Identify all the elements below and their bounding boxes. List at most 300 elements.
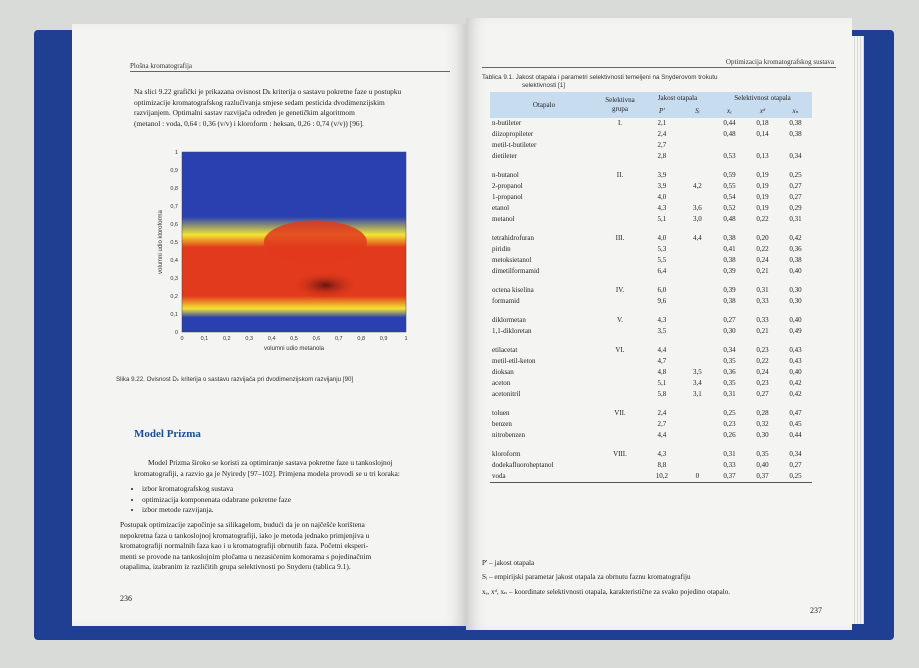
header-group: Selektivna grupa (598, 92, 642, 118)
solvent-name-cell: n-butileter (492, 119, 522, 127)
group-cell: II. (616, 171, 624, 179)
xd-cell: 0,23 (756, 346, 769, 354)
spacer-cell (490, 400, 598, 408)
xn-cell: 0,43 (789, 357, 802, 365)
xe-cell: 0,25 (723, 409, 736, 417)
x-tick-label: 0,9 (379, 336, 388, 342)
xd-cell: 0,22 (756, 357, 769, 365)
group-cell (598, 140, 642, 151)
xd-cell: 0,31 (756, 286, 769, 294)
model-paragraph (134, 458, 454, 479)
xd-cell: 0,40 (756, 461, 769, 469)
xe-cell: 0,41 (723, 245, 736, 253)
s-cell (682, 285, 713, 296)
group-cell (598, 419, 642, 430)
closing-line: Postupak optimizacije započinje sa silikagelom, budući da je on najčešće korištena (120, 520, 365, 529)
group-cell (598, 129, 642, 140)
solvent-name-cell: aceton (492, 379, 511, 387)
group-spacer (490, 225, 812, 233)
p-cell: 2,7 (657, 420, 667, 428)
p-cell: 4,0 (657, 193, 667, 201)
p-cell: 4,0 (657, 234, 667, 242)
xe-cell: 0,55 (723, 182, 736, 190)
s-cell (682, 170, 713, 181)
y-tick-label: 0,5 (170, 240, 178, 246)
xd-cell: 0,24 (756, 256, 769, 264)
s-cell (682, 449, 713, 460)
xd-cell: 0,21 (756, 267, 769, 275)
table-row (490, 460, 812, 471)
xe-cell: 0,59 (723, 171, 736, 179)
xn-cell: 0,30 (789, 286, 802, 294)
xe-cell: 0,30 (723, 327, 736, 335)
group-spacer (490, 337, 812, 345)
p-cell: 6,4 (657, 267, 667, 275)
xd-cell: 0,28 (756, 409, 769, 417)
y-tick-label: 0,9 (170, 168, 178, 174)
s-cell: 3,1 (693, 390, 702, 398)
xn-cell: 0,38 (789, 256, 802, 264)
group-cell (598, 151, 642, 162)
header-s: Sᵢ (682, 105, 713, 118)
solvent-name-cell: formamid (492, 297, 520, 305)
xd-cell (746, 140, 779, 151)
group-cell (598, 326, 642, 337)
group-spacer (490, 441, 812, 449)
solvent-table (490, 92, 812, 483)
group-cell (598, 181, 642, 192)
group-cell (598, 203, 642, 214)
header-strength: Jakost otapala (642, 92, 713, 105)
p-cell: 6,0 (657, 286, 667, 294)
intro-paragraph (134, 87, 454, 129)
xn-cell: 0,36 (789, 245, 802, 253)
spacer-cell (598, 337, 642, 345)
table-row (490, 367, 812, 378)
spacer-cell (779, 307, 812, 315)
table-row (490, 430, 812, 441)
xe-cell: 0,48 (723, 130, 736, 138)
group-cell (598, 266, 642, 277)
xn-cell: 0,49 (789, 327, 802, 335)
spacer-cell (682, 162, 713, 170)
group-cell: VII. (614, 409, 626, 417)
xe-cell: 0,38 (723, 256, 736, 264)
s-cell (682, 140, 713, 151)
group-cell (598, 356, 642, 367)
xe-cell: 0,52 (723, 204, 736, 212)
p-cell: 8,8 (657, 461, 667, 469)
s-cell (682, 326, 713, 337)
y-axis-label: volumni udio kloroforma (158, 210, 164, 274)
step-list (130, 484, 291, 516)
intro-line: razvijanjem. Optimalni sastav razvijača određen je genetičkim algoritmom (134, 108, 355, 118)
xn-cell: 0,31 (789, 215, 802, 223)
spacer-cell (682, 400, 713, 408)
xd-cell: 0,19 (756, 204, 769, 212)
s-cell (682, 460, 713, 471)
y-tick-label: 0,1 (170, 312, 178, 318)
xd-cell: 0,22 (756, 245, 769, 253)
spacer-cell (746, 400, 779, 408)
section-title: Model Prizma (134, 428, 201, 440)
closing-paragraph (120, 520, 454, 573)
xn-cell: 0,34 (789, 152, 802, 160)
xn-cell: 0,47 (789, 409, 802, 417)
spacer-cell (779, 225, 812, 233)
page-edges (852, 36, 864, 624)
xn-cell: 0,40 (789, 368, 802, 376)
xn-cell: 0,27 (789, 193, 802, 201)
xn-cell: 0,42 (789, 234, 802, 242)
x-tick-label: 0 (180, 336, 184, 342)
table-row (490, 244, 812, 255)
closing-line: kromatografiji normalnih faza kao i u kromatografiji obrnutih faza. Početni eksperi- (120, 541, 369, 551)
group-cell (598, 255, 642, 266)
x-tick-label: 0,5 (290, 336, 298, 342)
xn-cell: 0,25 (789, 171, 802, 179)
solvent-name-cell: 2-propanol (492, 182, 523, 190)
xd-cell: 0,27 (756, 390, 769, 398)
spacer-cell (746, 225, 779, 233)
xd-cell: 0,21 (756, 327, 769, 335)
table-row (490, 118, 812, 129)
s-cell (682, 408, 713, 419)
solvent-name-cell: toluen (492, 409, 510, 417)
spacer-cell (642, 225, 682, 233)
table-row (490, 140, 812, 151)
spacer-cell (746, 162, 779, 170)
heatmap-chart (152, 144, 422, 369)
spacer-cell (598, 307, 642, 315)
footnote: Sᵢ – empirijski parametar jakost otapala za obrnutu faznu kromatografiju (482, 573, 691, 581)
table-caption (482, 74, 812, 90)
table-row (490, 449, 812, 460)
header-rule (482, 67, 836, 68)
spacer-cell (779, 441, 812, 449)
xe-cell: 0,36 (723, 368, 736, 376)
right-page (466, 18, 852, 630)
s-cell (682, 430, 713, 441)
s-cell (682, 129, 713, 140)
xn-cell (779, 140, 812, 151)
xe-cell (713, 140, 746, 151)
group-spacer (490, 277, 812, 285)
s-cell: 3,5 (693, 368, 702, 376)
group-spacer (490, 307, 812, 315)
spacer-cell (746, 277, 779, 285)
group-cell (598, 378, 642, 389)
xn-cell: 0,44 (789, 431, 802, 439)
group-spacer (490, 162, 812, 170)
x-tick-label: 0,8 (357, 336, 366, 342)
xe-cell: 0,38 (723, 234, 736, 242)
header-xd: xᵈ (746, 105, 779, 118)
solvent-name-cell: kloroform (492, 450, 521, 458)
xd-cell: 0,19 (756, 182, 769, 190)
y-tick-label: 0,3 (170, 276, 178, 282)
xn-cell: 0,25 (789, 472, 802, 480)
xe-cell: 0,39 (723, 267, 736, 275)
table-row (490, 408, 812, 419)
closing-line: otapalima, izabranim iz različitih grupa selektivnosti po Snyderu (tablica 9.1). (120, 562, 351, 572)
spacer-cell (642, 337, 682, 345)
xd-cell: 0,24 (756, 368, 769, 376)
spacer-cell (642, 162, 682, 170)
spacer-cell (598, 225, 642, 233)
xe-cell: 0,27 (723, 316, 736, 324)
spacer-cell (779, 337, 812, 345)
x-tick-label: 0,7 (334, 336, 343, 342)
spacer-cell (779, 162, 812, 170)
spacer-cell (642, 441, 682, 449)
x-tick-label: 0,1 (200, 336, 209, 342)
group-cell: VIII. (613, 450, 627, 458)
xn-cell: 0,45 (789, 420, 802, 428)
spacer-cell (713, 307, 746, 315)
header-p: P' (642, 105, 682, 118)
x-tick-label: 1 (404, 336, 408, 342)
xd-cell: 0,13 (756, 152, 769, 160)
solvent-name-cell: metil-t-butileter (492, 141, 537, 149)
xe-cell: 0,23 (723, 420, 736, 428)
xn-cell: 0,38 (789, 119, 802, 127)
solvent-name-cell: metoksietanol (492, 256, 532, 264)
spacer-cell (490, 162, 598, 170)
group-cell (598, 430, 642, 441)
xd-cell: 0,35 (756, 450, 769, 458)
s-cell (682, 192, 713, 203)
footnote: xₑ, xᵈ, xₙ – koordinate selektivnosti otapala, karakteristične za svako pojedino otapalo. (482, 588, 731, 596)
p-cell: 2,7 (657, 141, 667, 149)
group-cell: IV. (615, 286, 625, 294)
y-tick-label: 0,6 (170, 222, 178, 228)
list-item: • izbor kromatografskog sustava (142, 484, 291, 495)
spacer-cell (746, 307, 779, 315)
s-cell: 4,2 (693, 182, 702, 190)
p-cell: 5,5 (657, 256, 667, 264)
x-tick-label: 0,3 (245, 336, 254, 342)
y-tick-label: 1 (174, 150, 178, 156)
xd-cell: 0,37 (756, 472, 769, 480)
solvent-name-cell: diizopropileter (492, 130, 534, 138)
group-cell (598, 214, 642, 225)
s-cell (682, 266, 713, 277)
solvent-name-cell: metil-etil-keton (492, 357, 536, 365)
spacer-cell (682, 277, 713, 285)
s-cell: 3,6 (693, 204, 702, 212)
solvent-name-cell: tetrahidrofuran (492, 234, 534, 242)
table-row (490, 345, 812, 356)
p-cell: 4,3 (657, 316, 667, 324)
s-cell (682, 315, 713, 326)
xd-cell: 0,19 (756, 171, 769, 179)
spacer-cell (642, 400, 682, 408)
xe-cell: 0,37 (723, 472, 736, 480)
solvent-name-cell: dodekafluoroheptanol (492, 461, 554, 469)
heatmap-hump (264, 220, 367, 263)
spacer-cell (490, 441, 598, 449)
spacer-cell (598, 277, 642, 285)
p-cell: 4,7 (657, 357, 667, 365)
solvent-name-cell: benzen (492, 420, 512, 428)
group-cell (598, 296, 642, 307)
xe-cell: 0,53 (723, 152, 736, 160)
spacer-cell (746, 337, 779, 345)
list-item: • izbor metode razvijanja. (142, 505, 291, 516)
spacer-cell (598, 400, 642, 408)
xe-cell: 0,54 (723, 193, 736, 201)
spacer-cell (642, 277, 682, 285)
xn-cell: 0,42 (789, 379, 802, 387)
table-row (490, 266, 812, 277)
closing-line: nepokretna faza u tankoslojnoj kromatografiji, iako je metoda jednako primjenjiva u (120, 530, 370, 540)
table-row (490, 170, 812, 181)
p-cell: 4,3 (657, 450, 667, 458)
x-axis-label: volumni udio metanola (263, 346, 325, 352)
figure-caption: Slika 9.22. Ovisnost Dₖ kriterija o sastavu razvijača pri dvodimenzijskom razvijanju [90] (116, 376, 354, 383)
p-cell: 9,6 (657, 297, 667, 305)
p-cell: 3,5 (657, 327, 667, 335)
table-row (490, 419, 812, 430)
xn-cell: 0,40 (789, 267, 802, 275)
solvent-name-cell: piridin (492, 245, 511, 253)
solvent-name-cell: n-butanol (492, 171, 519, 179)
xe-cell: 0,31 (723, 450, 736, 458)
table-caption-line: Tablica 9.1. Jakost otapala i parametri selektivnosti temeljeni na Snyderovom trokutu (482, 74, 718, 81)
xe-cell: 0,26 (723, 431, 736, 439)
solvent-name-cell: 1,1-dikloretan (492, 327, 532, 335)
xe-cell: 0,33 (723, 461, 736, 469)
p-cell: 5,1 (657, 379, 667, 387)
model-line: kromatografiji, a razvio ga je Nyiredy [97–102]. Primjena modela provodi se u tri koraka: (134, 468, 400, 478)
model-line: Model Prizma široko se koristi za optimiranje sastava pokretne faze u tankoslojnoj (148, 458, 393, 467)
table-row (490, 255, 812, 266)
p-cell: 3,9 (657, 182, 667, 190)
y-tick-label: 0 (174, 330, 178, 336)
s-cell (682, 151, 713, 162)
xd-cell: 0,23 (756, 379, 769, 387)
group-cell (598, 192, 642, 203)
y-tick-label: 0,8 (170, 186, 178, 192)
p-cell: 2,8 (657, 152, 667, 160)
group-cell (598, 389, 642, 400)
p-cell: 10,2 (655, 472, 668, 480)
p-cell: 3,9 (657, 171, 667, 179)
xe-cell: 0,35 (723, 357, 736, 365)
s-cell (682, 419, 713, 430)
solvent-name-cell: etanol (492, 204, 510, 212)
s-cell (682, 296, 713, 307)
page-number-left: 236 (120, 594, 132, 603)
xn-cell: 0,40 (789, 316, 802, 324)
spacer-cell (490, 277, 598, 285)
x-tick-label: 0,6 (312, 336, 321, 342)
spacer-cell (598, 162, 642, 170)
page-number-right: 237 (810, 606, 822, 615)
group-cell: I. (617, 119, 623, 127)
spacer-cell (713, 441, 746, 449)
s-cell (682, 356, 713, 367)
spacer-cell (490, 225, 598, 233)
table-body (490, 118, 812, 483)
xd-cell: 0,33 (756, 297, 769, 305)
xn-cell: 0,34 (789, 450, 802, 458)
xe-cell: 0,48 (723, 215, 736, 223)
xe-cell: 0,44 (723, 119, 736, 127)
spacer-cell (746, 441, 779, 449)
spacer-cell (682, 337, 713, 345)
closing-line: menti se provode na tankoslojnim pločama u nezasićenim komorama s pojedinačnim (120, 551, 372, 561)
spacer-cell (713, 162, 746, 170)
xn-cell: 0,42 (789, 390, 802, 398)
group-cell (598, 471, 642, 483)
header-rule (130, 71, 450, 72)
solvent-name-cell: dimetilformamid (492, 267, 540, 275)
spacer-cell (713, 225, 746, 233)
solvent-name-cell: etilacetat (492, 346, 518, 354)
spacer-cell (713, 400, 746, 408)
table-row (490, 296, 812, 307)
table-row (490, 203, 812, 214)
p-cell: 2,4 (657, 409, 667, 417)
group-cell (598, 367, 642, 378)
header-xn: xₙ (779, 105, 812, 118)
xe-cell: 0,34 (723, 346, 736, 354)
table-row (490, 378, 812, 389)
p-cell: 2,1 (657, 119, 667, 127)
x-tick-label: 0,4 (267, 336, 276, 342)
spacer-cell (713, 277, 746, 285)
table-caption-line: selektivnosti [1] (522, 82, 566, 89)
spacer-cell (682, 225, 713, 233)
p-cell: 4,4 (657, 431, 667, 439)
s-cell (682, 345, 713, 356)
table-row (490, 326, 812, 337)
table-row (490, 315, 812, 326)
y-tick-label: 0,4 (170, 258, 178, 264)
intro-line: optimizacije kromatografskog razlučivanja smjese sedam pesticida dvodimenzijskim (134, 97, 385, 107)
xd-cell: 0,32 (756, 420, 769, 428)
table-row (490, 233, 812, 244)
table-row (490, 471, 812, 483)
xn-cell: 0,30 (789, 297, 802, 305)
spacer-cell (490, 337, 598, 345)
table-row (490, 356, 812, 367)
running-head-left: Plošna kromatografija (130, 62, 193, 70)
xn-cell: 0,29 (789, 204, 802, 212)
xe-cell: 0,38 (723, 297, 736, 305)
xn-cell: 0,27 (789, 461, 802, 469)
s-cell: 4,4 (693, 234, 702, 242)
header-solvent: Otapalo (490, 92, 598, 118)
xn-cell: 0,38 (789, 130, 802, 138)
group-cell (598, 460, 642, 471)
xd-cell: 0,20 (756, 234, 769, 242)
xd-cell: 0,19 (756, 193, 769, 201)
solvent-name-cell: voda (492, 472, 506, 480)
spacer-cell (779, 400, 812, 408)
p-cell: 4,4 (657, 346, 667, 354)
xd-cell: 0,14 (756, 130, 769, 138)
running-head-right: Optimizacija kromatografskog sustava (725, 58, 834, 66)
solvent-name-cell: acetonitril (492, 390, 521, 398)
p-cell: 5,1 (657, 215, 667, 223)
spacer-cell (713, 337, 746, 345)
spacer-cell (779, 277, 812, 285)
solvent-name-cell: nitrobenzen (492, 431, 526, 439)
header-selectivity: Selektivnost otapala (713, 92, 812, 105)
